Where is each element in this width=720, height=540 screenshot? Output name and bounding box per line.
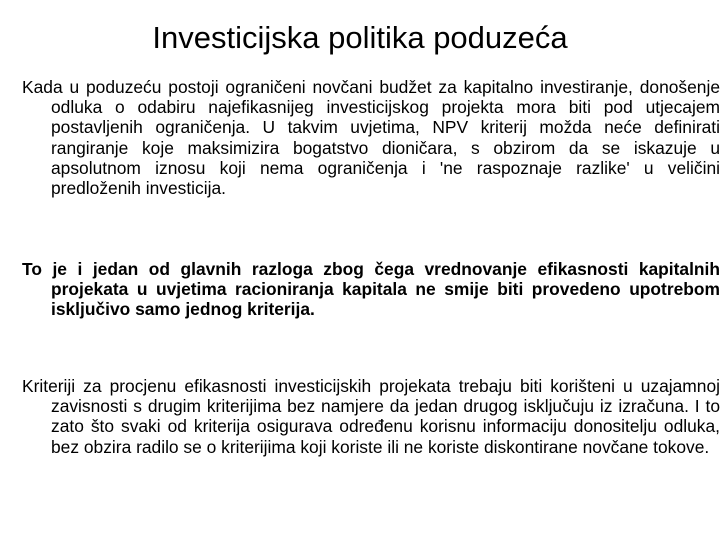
paragraph-budget-constraints: Kada u poduzeću postoji ograničeni novčani budžet za kapitalno investiranje, donošenje odluka o odabiru najefikasnijeg investicijskog projekta mora biti pod utjecajem postavljenih ograničenja. U takvim uvjetima, NPV kriterij možda neće definirati rangiranje koje maksimizira bogatstvo dioničara, s obzirom da se iskazuje u apsolutnom iznosu koji nema ograničenja i 'ne raspoznaje razlike' u veličini predloženih investicija. (22, 77, 720, 199)
slide-title: Investicijska politika poduzeća (152, 20, 568, 55)
paragraph-criteria-interdependence: Kriteriji za procjenu efikasnosti investicijskih projekata trebaju biti korišteni u uzajamnoj zavisnosti s drugim kriterijima bez namjere da jedan drugog isključuju iz izračuna. I to zato što svaki od kriterija osigurava određenu korisnu informaciju donositelju odluka, bez obzira radilo se o kriterijima koji koriste ili ne koriste diskontirane novčane tokove. (22, 376, 720, 457)
paragraph-main-reason: To je i jedan od glavnih razloga zbog čega vrednovanje efikasnosti kapitalnih projekata u uvjetima racioniranja kapitala ne smije biti provedeno upotrebom isključivo samo jednog kriterija. (22, 259, 720, 320)
